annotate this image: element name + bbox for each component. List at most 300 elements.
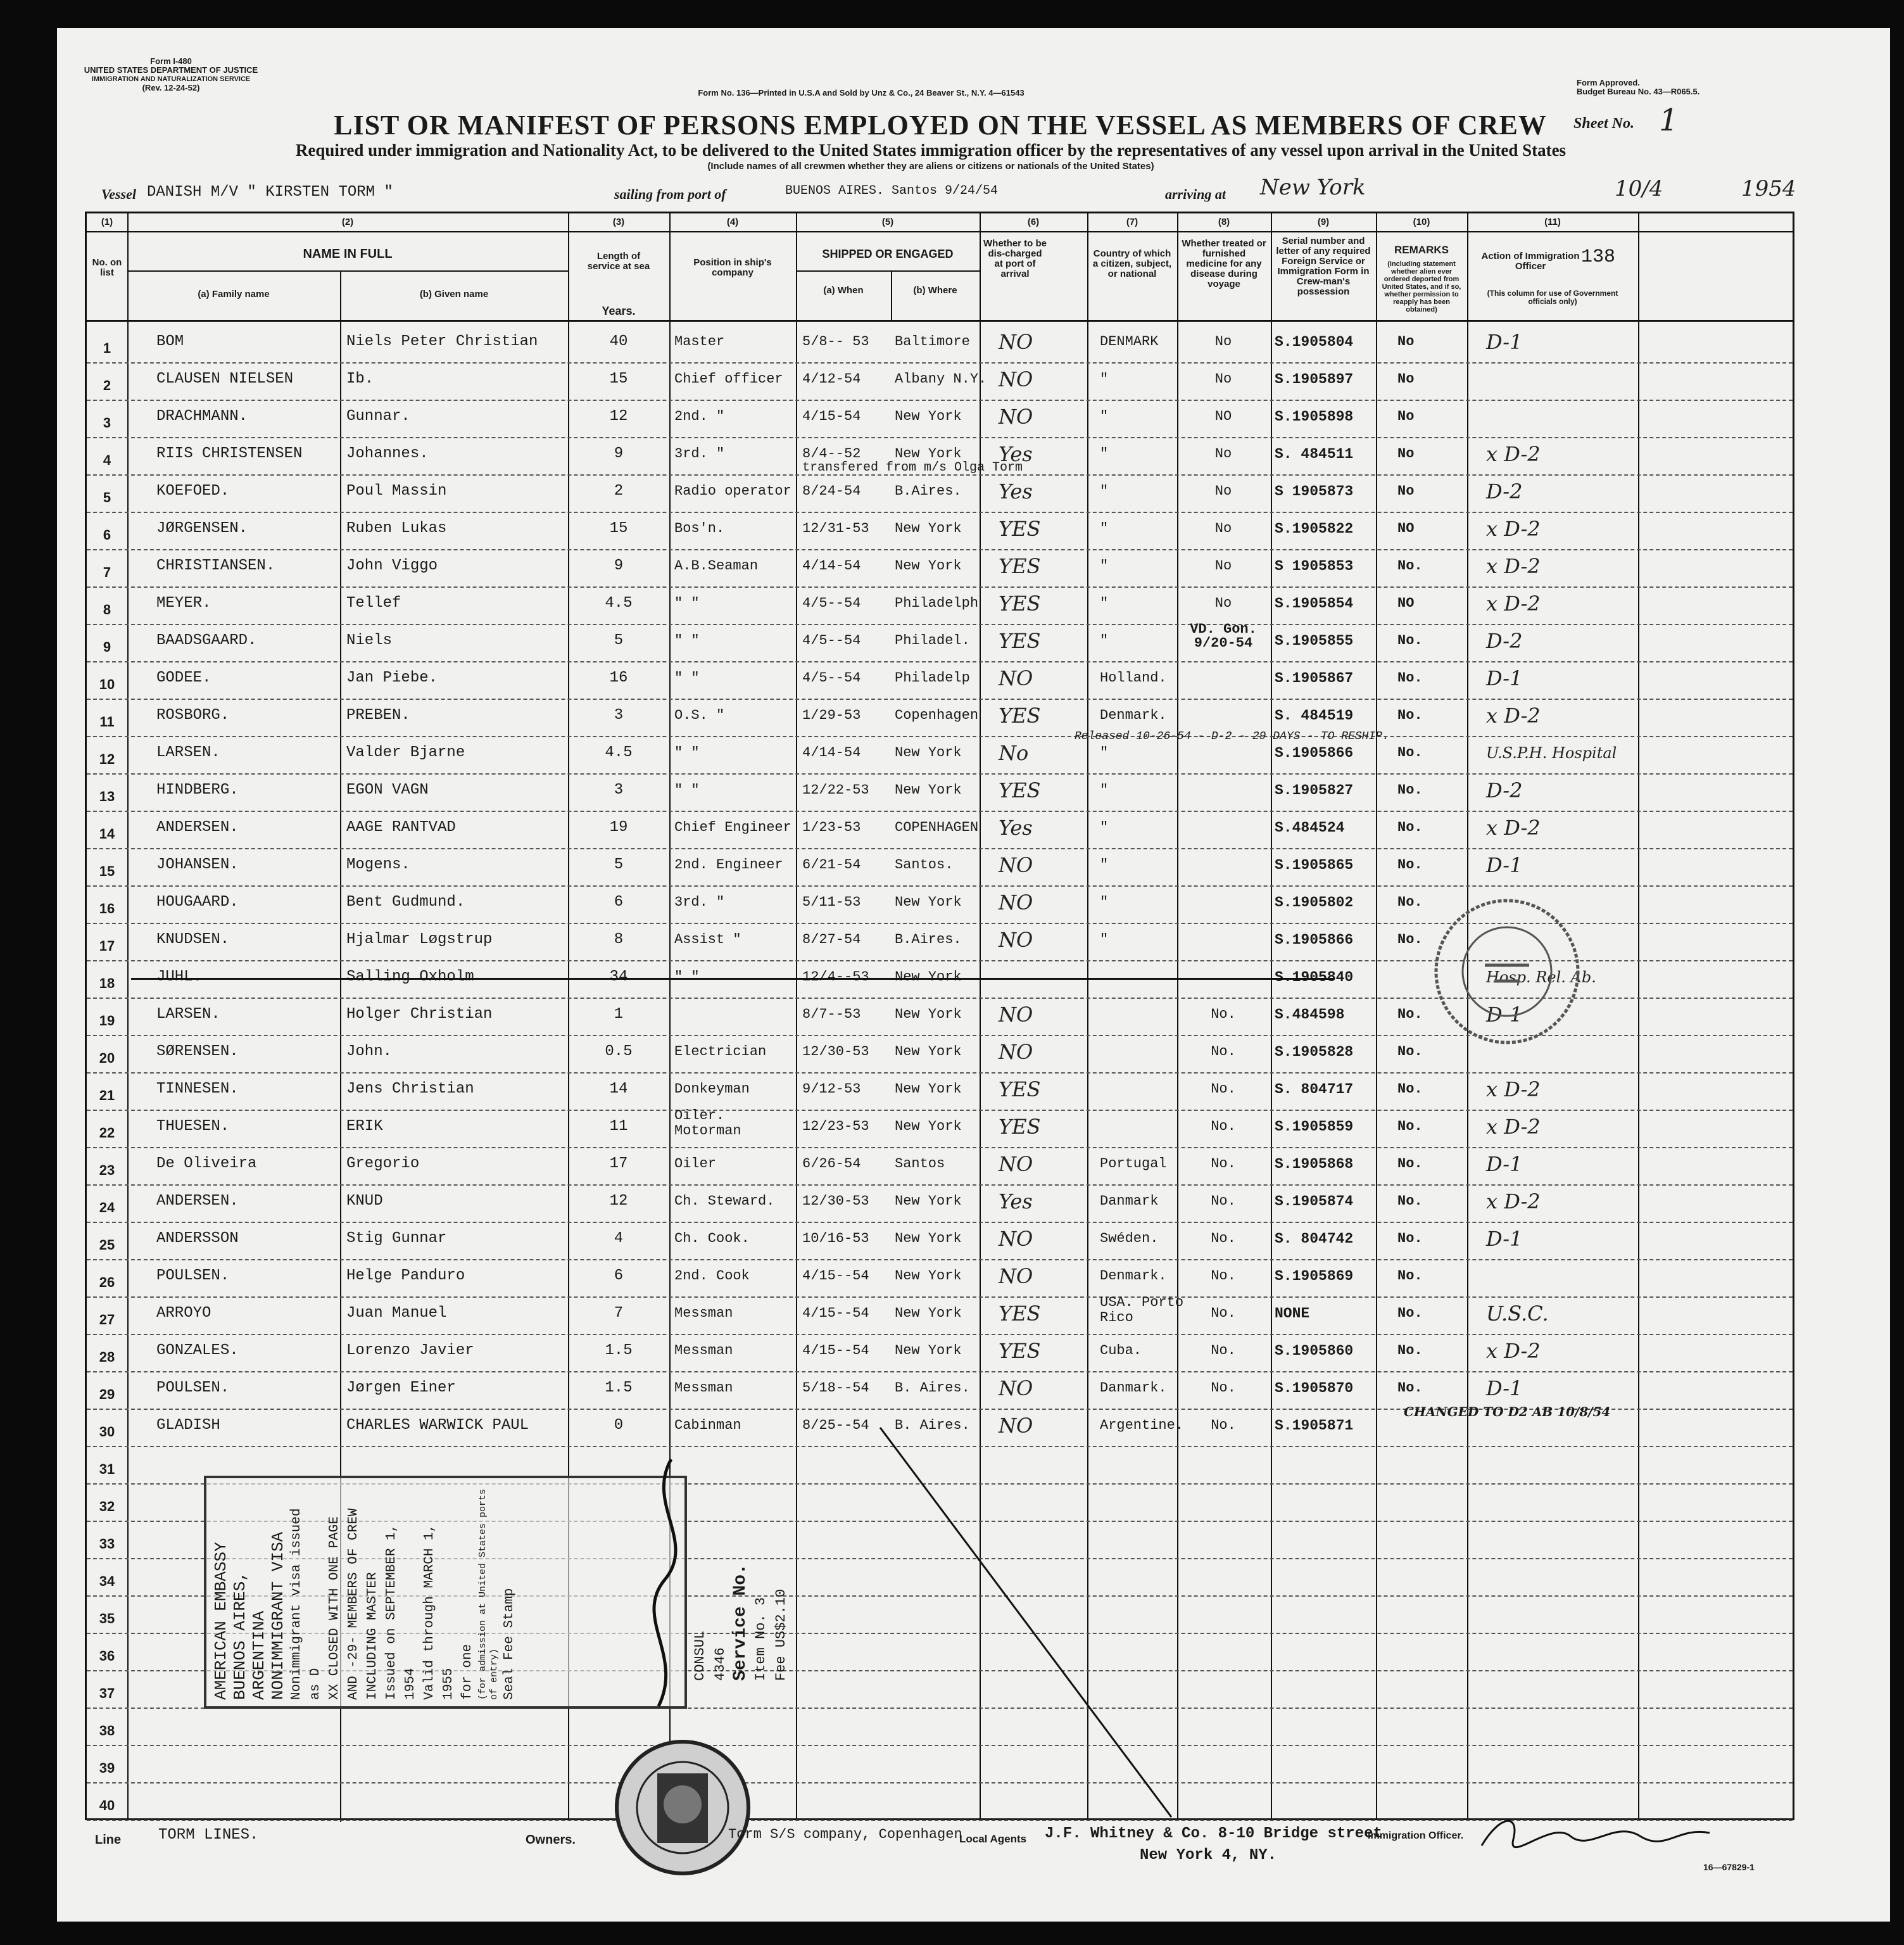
- cell-dis: Yes: [999, 816, 1033, 840]
- cell-pos: Chief Engineer: [674, 820, 791, 835]
- cell-act: x D-2: [1486, 1115, 1541, 1139]
- row-number: 23: [99, 1162, 115, 1178]
- cell-when: 4/12-54: [802, 371, 861, 387]
- row-number: 18: [99, 975, 115, 991]
- cell-rem: No.: [1397, 1156, 1423, 1172]
- line-value: TORM LINES.: [158, 1827, 259, 1844]
- cell-fam: SØRENSEN.: [156, 1043, 239, 1060]
- service-no-value: 4346: [712, 1647, 728, 1681]
- cell-when: 4/14-54: [802, 745, 861, 761]
- cell-dis: NO: [999, 405, 1033, 429]
- cell-country: Danmark.: [1100, 1380, 1167, 1396]
- agents-label: Local Agents: [959, 1833, 1027, 1845]
- cell-med: No.: [1211, 1156, 1236, 1172]
- cell-country: ": [1100, 558, 1109, 574]
- arrival-date: 10/4: [1615, 176, 1663, 201]
- arrival-year: 1954: [1741, 176, 1796, 201]
- cell-fam: HOUGAARD.: [156, 894, 239, 911]
- cell-yrs: 0: [614, 1417, 624, 1434]
- cell-pos: Radio operator: [674, 483, 791, 499]
- cell-yrs: 2: [614, 483, 624, 500]
- cell-act: x D-2: [1486, 517, 1541, 541]
- cell-dis: YES: [999, 592, 1041, 616]
- cell-act: D-1: [1486, 330, 1523, 354]
- cell-given: Gregorio: [346, 1155, 420, 1172]
- cell-pos: Oiler. Motorman: [674, 1108, 741, 1139]
- cell-when: 4/15--54: [802, 1268, 869, 1284]
- cell-serial: S.1905870: [1275, 1380, 1354, 1397]
- row-number: 4: [103, 452, 111, 468]
- vessel-label: Vessel: [101, 186, 136, 202]
- col3-title: Length of service at sea: [587, 251, 650, 272]
- cell-fam: ANDERSEN.: [156, 1193, 239, 1210]
- cell-yrs: 4.5: [605, 744, 633, 761]
- row-number: 10: [99, 676, 115, 692]
- service-name: IMMIGRATION AND NATURALIZATION SERVICE: [91, 75, 251, 83]
- owners-value: Torm S/S company, Copenhagen: [728, 1827, 962, 1842]
- cell-med: No.: [1211, 1305, 1236, 1321]
- cell-dis: NO: [999, 367, 1033, 391]
- cell-when: 12/30-53: [802, 1193, 869, 1209]
- cell-serial: S 1905873: [1275, 483, 1354, 500]
- col4-title: Position in ship's company: [693, 257, 772, 278]
- cell-pos: " ": [674, 745, 700, 761]
- cell-rem: No.: [1397, 1081, 1423, 1097]
- row-number: 5: [103, 490, 111, 505]
- col5b-title: (b) Where: [913, 285, 957, 296]
- row-number: 3: [103, 415, 111, 431]
- pen-line: [874, 1424, 1190, 1830]
- cell-rem: No.: [1397, 820, 1423, 835]
- row-number: 28: [99, 1349, 115, 1365]
- cell-where: New York: [895, 1006, 962, 1022]
- cell-country: ": [1100, 894, 1109, 910]
- cell-med: No: [1214, 334, 1232, 350]
- row-note: Released 10-26-54 - D-2 - 29 DAYS - TO RESHIP.: [1075, 730, 1389, 743]
- cell-where: New York: [895, 1044, 962, 1060]
- cell-where: New York: [895, 745, 962, 761]
- cell-given: PREBEN.: [346, 707, 410, 724]
- cell-serial: S.1905827: [1275, 782, 1354, 799]
- item-no: Item No. 3: [753, 1597, 769, 1681]
- cell-rem: No.: [1397, 1380, 1423, 1396]
- col2a-title: (a) Family name: [198, 289, 270, 300]
- cell-fam: JUHL.: [156, 968, 203, 985]
- cell-rem: No.: [1397, 857, 1423, 873]
- cell-rem: No.: [1397, 1268, 1423, 1284]
- cell-serial: NONE: [1275, 1305, 1310, 1322]
- row-number: 20: [99, 1050, 115, 1066]
- cell-rem: NO: [1397, 595, 1415, 611]
- cell-act: x D-2: [1486, 1189, 1541, 1213]
- cell-country: Argentine.: [1100, 1417, 1184, 1433]
- sailing-label: sailing from port of: [614, 186, 726, 202]
- cell-serial: S 1905853: [1275, 558, 1354, 574]
- row-number: 38: [99, 1723, 115, 1739]
- row-number: 7: [103, 564, 111, 580]
- row-number: 14: [99, 826, 115, 842]
- cell-act: Hosp. Rel. Ab.: [1486, 968, 1596, 986]
- row-number: 2: [103, 377, 111, 393]
- cell-serial: S.1905828: [1275, 1044, 1354, 1060]
- cell-country: ": [1100, 633, 1109, 649]
- cell-fam: POULSEN.: [156, 1267, 230, 1284]
- cell-yrs: 12: [609, 408, 628, 425]
- cell-country: DENMARK: [1100, 334, 1159, 350]
- subtitle: Required under immigration and Nationality Act, to be delivered to the United States immigration officer by the representatives of any vessel upon arrival in the United States: [295, 141, 1567, 160]
- cell-med: No: [1214, 446, 1232, 462]
- cell-yrs: 1: [614, 1006, 624, 1023]
- row-number: 36: [99, 1648, 115, 1664]
- cell-when: 8/4--52: [802, 446, 861, 462]
- cell-fam: ANDERSEN.: [156, 819, 239, 836]
- cell-dis: NO: [999, 1003, 1033, 1027]
- consular-stamp: [1431, 896, 1583, 1048]
- cell-rem: No.: [1397, 894, 1423, 910]
- cell-pos: 2nd. Engineer: [674, 857, 783, 873]
- cell-given: Stig Gunnar: [346, 1230, 447, 1247]
- cell-med: No.: [1211, 1193, 1236, 1209]
- cell-given: John.: [346, 1043, 393, 1060]
- cell-where: B.Aires.: [895, 483, 962, 499]
- cell-serial: S.1905898: [1275, 409, 1354, 425]
- cell-act: x D-2: [1486, 1077, 1541, 1101]
- cell-med: No.: [1211, 1006, 1236, 1022]
- cell-yrs: 34: [609, 968, 628, 985]
- cell-where: Albany N.Y.: [895, 371, 987, 387]
- page-title: LIST OR MANIFEST OF PERSONS EMPLOYED ON THE VESSEL AS MEMBERS OF CREW: [334, 110, 1547, 141]
- cell-dis: YES: [999, 778, 1041, 802]
- col2b-title: (b) Given name: [419, 289, 489, 300]
- cell-dis: YES: [999, 704, 1041, 728]
- cell-dis: YES: [999, 554, 1041, 578]
- cell-when: 8/27-54: [802, 932, 861, 947]
- cell-given: Jens Christian: [346, 1080, 474, 1098]
- cell-given: Jan Piebe.: [346, 669, 438, 687]
- cell-yrs: 19: [609, 819, 628, 836]
- cell-given: Ib.: [346, 371, 374, 388]
- cell-pos: Bos'n.: [674, 521, 725, 536]
- cell-given: Tellef: [346, 595, 401, 612]
- cell-serial: S. 804742: [1275, 1231, 1354, 1247]
- cell-pos: Ch. Steward.: [674, 1193, 775, 1209]
- cell-rem: No.: [1397, 1118, 1423, 1134]
- cell-where: New York: [895, 558, 962, 574]
- cell-rem: No.: [1397, 707, 1423, 723]
- row-number: 35: [99, 1611, 115, 1626]
- cell-when: 4/15-54: [802, 409, 861, 424]
- cell-fam: RIIS CHRISTENSEN: [156, 445, 303, 462]
- cell-where: New York: [895, 1081, 962, 1097]
- cell-pos: Messman: [674, 1380, 733, 1396]
- cell-where: New York: [895, 1343, 962, 1359]
- visa-stamp-line: Issued on SEPTEMBER 1, 1954: [384, 1524, 418, 1700]
- cell-given: ERIK: [346, 1118, 383, 1135]
- cell-med: No: [1214, 595, 1232, 611]
- visa-stamp-line: Nonimmigrant visa issued as D: [289, 1508, 323, 1700]
- cell-when: 12/31-53: [802, 521, 869, 536]
- cell-where: Philadel.: [895, 633, 970, 649]
- cell-rem: No: [1397, 334, 1415, 350]
- cell-fam: JOHANSEN.: [156, 856, 239, 873]
- cell-given: John Viggo: [346, 557, 438, 574]
- cell-where: B. Aires.: [895, 1380, 970, 1396]
- cell-given: Bent Gudmund.: [346, 894, 465, 911]
- cell-med: No.: [1211, 1044, 1236, 1060]
- officer-label: Immigration Officer.: [1368, 1830, 1464, 1841]
- row-number: 39: [99, 1760, 115, 1776]
- cell-when: 4/14-54: [802, 558, 861, 574]
- agents-city: New York 4, NY.: [1140, 1847, 1277, 1864]
- cell-pos: 2nd. Cook: [674, 1268, 750, 1284]
- cell-yrs: 3: [614, 782, 624, 799]
- cell-pos: Assist ": [674, 932, 741, 947]
- col7-number: (7): [1126, 217, 1138, 227]
- cell-dis: YES: [999, 1077, 1041, 1101]
- row-number: 19: [99, 1013, 115, 1029]
- form-number: Form I-480: [150, 56, 192, 66]
- cell-yrs: 4.5: [605, 595, 633, 612]
- cell-yrs: 15: [609, 371, 628, 388]
- col7-title: Country of which a citizen, subject, or national: [1092, 248, 1172, 279]
- department: UNITED STATES DEPARTMENT OF JUSTICE: [84, 65, 258, 75]
- cell-serial: S.1905874: [1275, 1193, 1354, 1210]
- col2-number: (2): [341, 217, 354, 227]
- cell-rem: No.: [1397, 558, 1423, 574]
- cell-country: Portugal: [1100, 1156, 1167, 1172]
- cell-country: Holland.: [1100, 670, 1167, 686]
- visa-stamp-line: AND -29- MEMBERS OF CREW: [346, 1508, 361, 1700]
- row-number: 33: [99, 1536, 115, 1552]
- cell-serial: S.1905869: [1275, 1268, 1354, 1284]
- visa-stamp-line: Seal Fee Stamp: [502, 1588, 517, 1700]
- cell-med: NO: [1214, 409, 1232, 424]
- cell-serial: S.1905802: [1275, 894, 1354, 911]
- row-number: 40: [99, 1797, 115, 1813]
- cell-med: No.: [1211, 1343, 1236, 1359]
- col5-number: (5): [881, 217, 894, 227]
- cell-serial: S.1905859: [1275, 1118, 1354, 1135]
- cell-pos: " ": [674, 969, 700, 985]
- cell-yrs: 11: [609, 1118, 628, 1135]
- cell-pos: " ": [674, 782, 700, 798]
- cell-where: New York: [895, 409, 962, 424]
- cell-serial: S. 804717: [1275, 1081, 1354, 1098]
- col5-title: SHIPPED OR ENGAGED: [822, 248, 954, 260]
- cell-med: No.: [1211, 1118, 1236, 1134]
- row-number: 34: [99, 1573, 115, 1589]
- cell-where: New York: [895, 1118, 962, 1134]
- cell-yrs: 9: [614, 445, 624, 462]
- approved-label: Form Approved.: [1577, 78, 1640, 87]
- cell-given: CHARLES WARWICK PAUL: [346, 1417, 529, 1434]
- cell-rem: No.: [1397, 745, 1423, 761]
- cell-when: 12/30-53: [802, 1044, 869, 1060]
- row-number: 22: [99, 1125, 115, 1141]
- budget-bureau: Budget Bureau No. 43—R065.5.: [1577, 87, 1700, 96]
- col10-title: REMARKS: [1394, 244, 1449, 256]
- cell-serial: S.1905867: [1275, 670, 1354, 687]
- cell-pos: 2nd. ": [674, 409, 725, 424]
- cell-where: Baltimore: [895, 334, 970, 350]
- cell-given: Gunnar.: [346, 408, 410, 425]
- cell-fam: MEYER.: [156, 595, 211, 612]
- sheet-label: Sheet No.: [1573, 115, 1634, 132]
- strike-line: [131, 978, 1334, 980]
- cell-given: Hjalmar Løgstrup: [346, 931, 493, 948]
- cell-when: 4/15--54: [802, 1305, 869, 1321]
- cell-where: New York: [895, 782, 962, 798]
- row-number: 11: [99, 714, 115, 730]
- col10-subtitle: (Including statement whether alien ever ordered deported from United States, and if so, whether permission to reapply has been obtained): [1382, 260, 1461, 314]
- cell-rem: No.: [1397, 1044, 1423, 1060]
- visa-stamp-line: AMERICAN EMBASSY: [211, 1542, 230, 1700]
- cell-fam: KOEFOED.: [156, 483, 230, 500]
- cell-fam: TINNESEN.: [156, 1080, 239, 1098]
- cell-act: x D-2: [1486, 704, 1541, 728]
- cell-country: Swéden.: [1100, 1231, 1159, 1246]
- revision: (Rev. 12-24-52): [142, 83, 200, 92]
- cell-med: No.: [1211, 1380, 1236, 1396]
- cell-fam: LARSEN.: [156, 744, 220, 761]
- sailing-port: BUENOS AIRES. Santos 9/24/54: [785, 184, 999, 198]
- cell-dis: NO: [999, 330, 1033, 354]
- visa-stamp-line: INCLUDING MASTER: [365, 1572, 380, 1700]
- cell-where: B. Aires.: [895, 1417, 970, 1433]
- cell-given: Ruben Lukas: [346, 520, 447, 537]
- cell-rem: No: [1397, 409, 1415, 424]
- cell-country: Denmark.: [1100, 1268, 1167, 1284]
- row-number: 12: [99, 751, 115, 767]
- cell-given: Johannes.: [346, 445, 429, 462]
- col11-number: (11): [1544, 217, 1561, 227]
- cell-country: ": [1100, 483, 1109, 499]
- cell-when: 1/29-53: [802, 707, 861, 723]
- agents-value: J.F. Whitney & Co. 8-10 Bridge street: [1045, 1825, 1382, 1842]
- cell-serial: S.1905866: [1275, 745, 1354, 761]
- cell-serial: S.1905860: [1275, 1343, 1354, 1359]
- cell-fam: ANDERSSON: [156, 1230, 239, 1247]
- cell-country: Danmark: [1100, 1193, 1159, 1209]
- cell-dis: YES: [999, 1302, 1041, 1326]
- col11-title: Action of Immigration Officer: [1481, 251, 1580, 272]
- cell-fam: THUESEN.: [156, 1118, 230, 1135]
- cell-med: No.: [1211, 1231, 1236, 1246]
- cell-yrs: 12: [609, 1193, 628, 1210]
- cell-given: Holger Christian: [346, 1006, 493, 1023]
- cell-yrs: 4: [614, 1230, 624, 1247]
- cell-serial: S.1905822: [1275, 521, 1354, 537]
- cell-serial: S.1905897: [1275, 371, 1354, 388]
- owners-label: Owners.: [526, 1833, 576, 1847]
- cell-dis: NO: [999, 1264, 1033, 1288]
- row-number: 13: [99, 789, 115, 804]
- cell-fam: CHRISTIANSEN.: [156, 557, 275, 574]
- cell-where: New York: [895, 1231, 962, 1246]
- cell-pos: " ": [674, 670, 700, 686]
- cell-dis: NO: [999, 1376, 1033, 1400]
- row-number: 37: [99, 1685, 115, 1701]
- cell-dis: Yes: [999, 442, 1033, 466]
- consul-label: CONSUL: [692, 1630, 708, 1681]
- cell-when: 4/5--54: [802, 670, 861, 686]
- cell-yrs: 7: [614, 1305, 624, 1322]
- visa-stamp-line: for one: [460, 1644, 475, 1700]
- cell-serial: S.484524: [1275, 820, 1345, 836]
- cell-when: 10/16-53: [802, 1231, 869, 1246]
- cell-serial: S. 484511: [1275, 446, 1354, 462]
- cell-when: 8/25--54: [802, 1417, 869, 1433]
- row-note: transfered from m/s Olga Torm: [802, 460, 1023, 475]
- cell-when: 8/7--53: [802, 1006, 861, 1022]
- cell-act: D-1: [1486, 1003, 1523, 1027]
- cell-dis: NO: [999, 1040, 1033, 1064]
- cell-country: ": [1100, 371, 1109, 387]
- cell-given: AAGE RANTVAD: [346, 819, 456, 836]
- cell-yrs: 0.5: [605, 1043, 633, 1060]
- arriving-port: New York: [1260, 175, 1366, 200]
- cell-when: 5/18--54: [802, 1380, 869, 1396]
- cell-med: No: [1214, 371, 1232, 387]
- cell-country: USA. Porto Rico: [1100, 1295, 1184, 1326]
- cell-yrs: 6: [614, 1267, 624, 1284]
- cell-dis: NO: [999, 666, 1033, 690]
- cell-where: B.Aires.: [895, 932, 962, 947]
- arriving-label: arriving at: [1165, 186, 1226, 202]
- cell-given: Mogens.: [346, 856, 410, 873]
- consular-seal: [613, 1738, 752, 1877]
- cell-country: ": [1100, 857, 1109, 873]
- printer-line: Form No. 136—Printed in U.S.A and Sold by Unz & Co., 24 Beaver St., N.Y. 4—61543: [698, 88, 1025, 98]
- row-number: 30: [99, 1424, 115, 1440]
- vessel-line: [101, 175, 1805, 206]
- col8-title: Whether treated or furnished medicine for any disease during voyage: [1182, 238, 1266, 289]
- cell-pos: O.S. ": [674, 707, 725, 723]
- cell-act: U.S.C.: [1486, 1302, 1549, 1326]
- cell-rem: No.: [1397, 670, 1423, 686]
- cell-act: D-1: [1486, 666, 1523, 690]
- cell-when: 12/4--53: [802, 969, 869, 985]
- cell-act: U.S.P.H. Hospital: [1486, 744, 1617, 762]
- cell-where: New York: [895, 969, 962, 985]
- col2-title: NAME IN FULL: [303, 247, 393, 261]
- cell-fam: De Oliveira: [156, 1155, 257, 1172]
- cell-med: No: [1214, 558, 1232, 574]
- col3-number: (3): [612, 217, 625, 227]
- cell-country: ": [1100, 521, 1109, 536]
- cell-where: New York: [895, 894, 962, 910]
- cell-when: 9/12-53: [802, 1081, 861, 1097]
- row-number: 26: [99, 1274, 115, 1290]
- cell-given: Jørgen Einer: [346, 1379, 456, 1397]
- cell-act: x D-2: [1486, 592, 1541, 616]
- cell-given: Lorenzo Javier: [346, 1342, 474, 1359]
- cell-act: x D-2: [1486, 554, 1541, 578]
- cell-pos: Electrician: [674, 1044, 767, 1060]
- cell-yrs: 6: [614, 894, 624, 911]
- row-number: 6: [103, 527, 111, 543]
- cell-where: New York: [895, 521, 962, 536]
- col6-number: (6): [1027, 217, 1040, 227]
- cell-where: COPENHAGEN: [895, 820, 979, 835]
- cell-dis: NO: [999, 1414, 1033, 1438]
- cell-when: 4/5--54: [802, 633, 861, 649]
- cell-where: Santos.: [895, 857, 954, 873]
- cell-serial: S.1905866: [1275, 932, 1354, 948]
- col4-number: (4): [726, 217, 739, 227]
- cell-rem: NO: [1397, 521, 1415, 536]
- cell-fam: GLADISH: [156, 1417, 220, 1434]
